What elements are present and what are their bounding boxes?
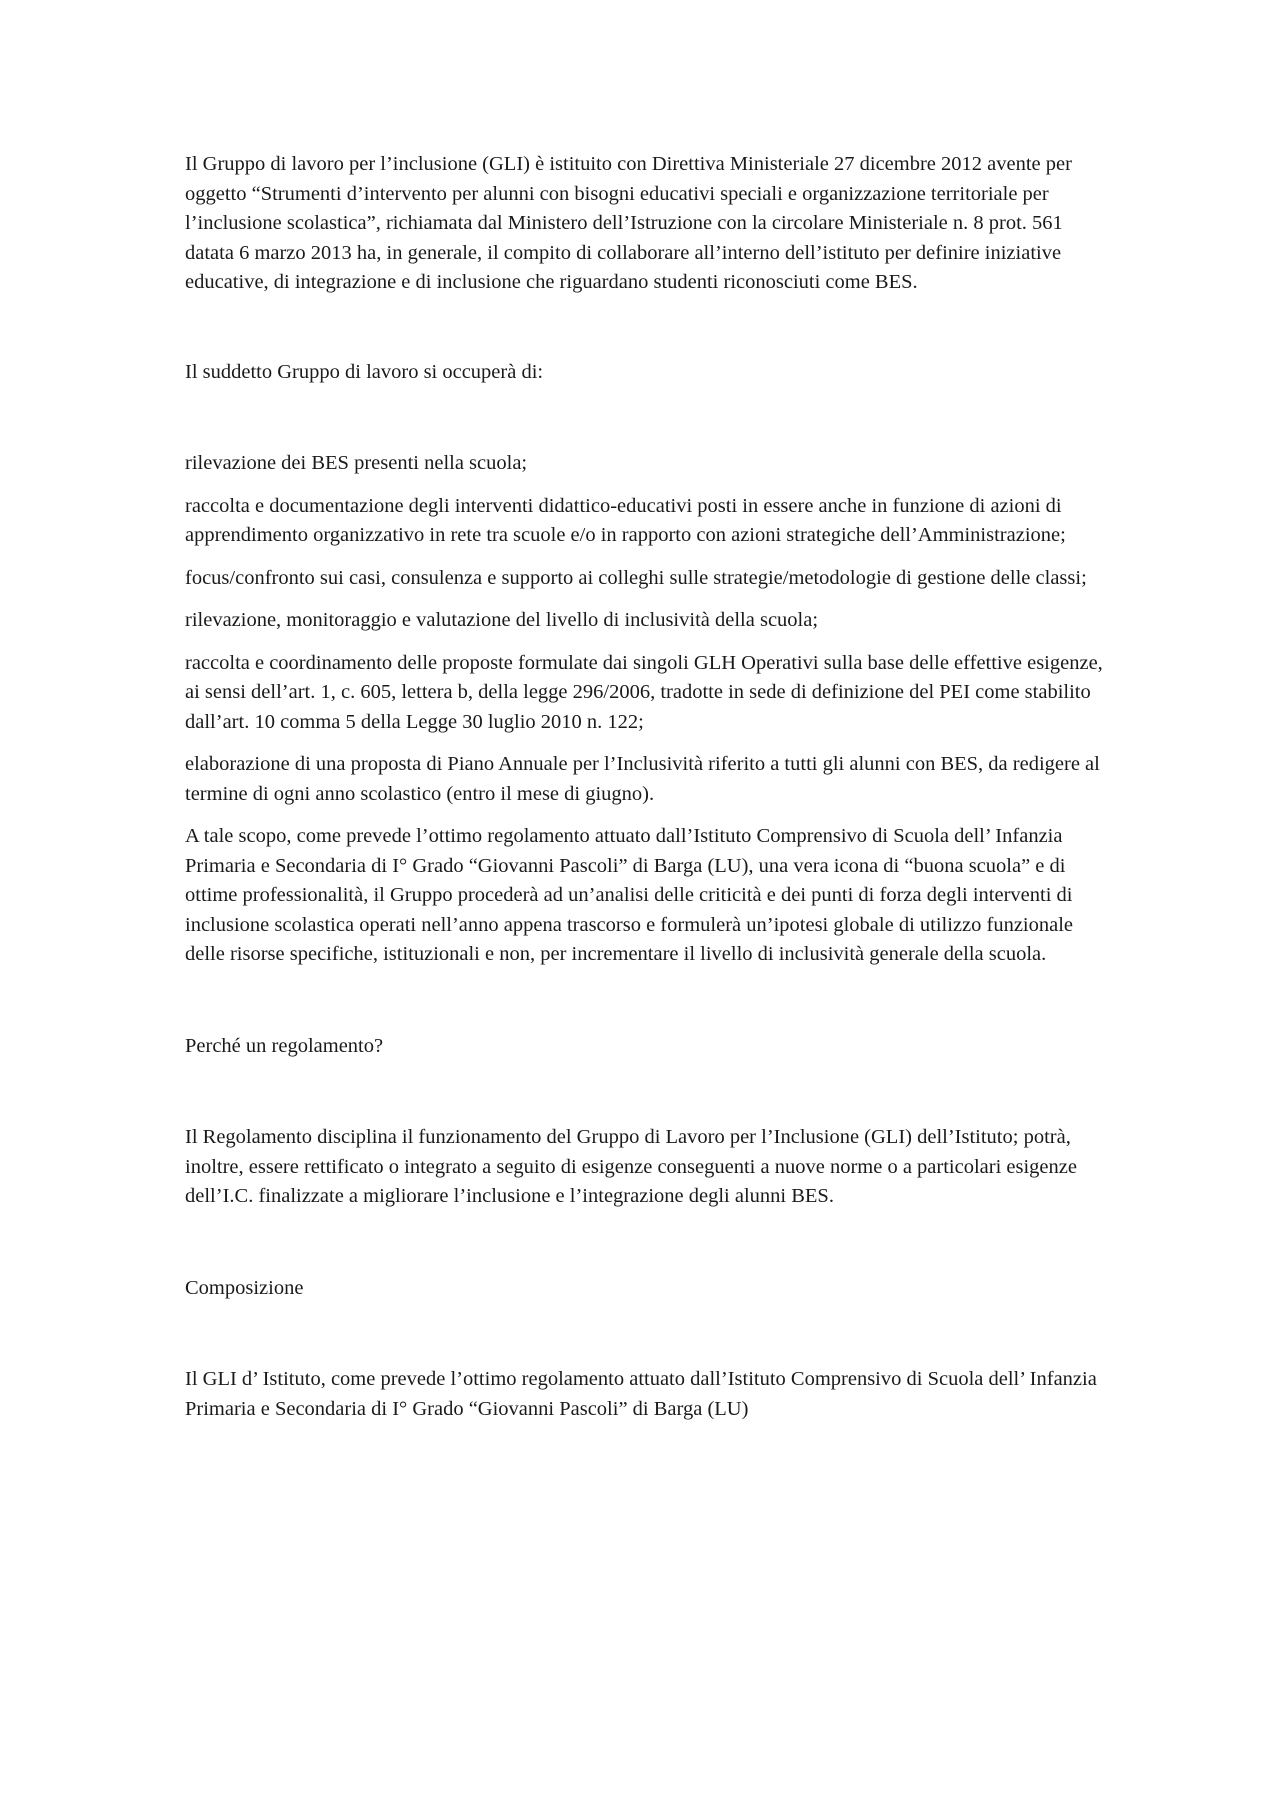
task-item: elaborazione di una proposta di Piano Annuale per l’Inclusività riferito a tutti gli alunni con BES, da redigere al termine di ogni anno scolastico (entro il mese di giugno). — [185, 753, 1100, 805]
composizione-paragraph: Il GLI d’ Istituto, come prevede l’ottimo regolamento attuato dall’Istituto Comprensivo di Scuola dell’ Infanzia Primaria e Secondaria di I° Grado “Giovanni Pascoli” di Barga (LU) — [185, 1368, 1097, 1420]
regolamento-paragraph: Il Regolamento disciplina il funzionamento del Gruppo di Lavoro per l’Inclusione (GLI) dell’Istituto; potrà, inoltre, essere rettificato o integrato a seguito di esigenze conseguenti a nuove norme o a particolari esigenze dell’I.C. finalizzate a migliorare l’inclusione e l’integrazione degli alunni BES. — [185, 1126, 1077, 1207]
heading-regolamento: Perché un regolamento? — [185, 1034, 384, 1057]
task-item: rilevazione dei BES presenti nella scuola; — [185, 452, 528, 474]
tasks-lead: Il suddetto Gruppo di lavoro si occuperà di: — [185, 360, 544, 383]
task-item: focus/confronto sui casi, consulenza e supporto ai colleghi sulle strategie/metodologie di gestione delle classi; — [185, 566, 1087, 589]
intro-paragraph: Il Gruppo di lavoro per l’inclusione (GLI) è istituito con Direttiva Ministeriale 27 dicembre 2012 avente per oggetto “Strumenti d’intervento per alunni con bisogni educativi speciali e organizzazione territoriale per l’inclusione scolastica”, richiamata dal Ministero dell’Istruzione con la circolare Ministeriale n. 8 prot. 561 datata 6 marzo 2013 ha, in generale, il compito di collaborare all’interno dell’istituto per definire iniziative educative, di integrazione e di inclusione che riguardano studenti riconosciuti come BES. — [185, 153, 1072, 293]
heading-composizione: Composizione — [185, 1276, 304, 1299]
scope-paragraph: A tale scopo, come prevede l’ottimo regolamento attuato dall’Istituto Comprensivo di Scuola dell’ Infanzia Primaria e Secondaria di I° Grado “Giovanni Pascoli” di Barga (LU), una vera icona di “buona scuola” e di ottime professionalità, il Gruppo procederà ad un’analisi delle criticità e dei punti di forza degli interventi di inclusione scolastica operati nell’anno appena trascorso e formulerà un’ipotesi globale di utilizzo funzionale delle risorse specifiche, istituzionali e non, per incrementare il livello di inclusività generale della scuola. — [185, 825, 1074, 965]
document-body — [185, 150, 1105, 1424]
task-item: raccolta e coordinamento delle proposte formulate dai singoli GLH Operativi sulla base delle effettive esigenze, ai sensi dell’art. 1, c. 605, lettera b, della legge 296/2006, tradotte in sede di definizione del PEI come stabilito dall’art. 10 comma 5 della Legge 30 luglio 2010 n. 122; — [185, 651, 1103, 733]
task-item: rilevazione, monitoraggio e valutazione del livello di inclusività della scuola; — [185, 609, 819, 631]
task-item: raccolta e documentazione degli interventi didattico-educativi posti in essere anche in funzione di azioni di apprendimento organizzativo in rete tra scuole e/o in rapporto con azioni strategiche dell’Amministrazione; — [185, 494, 1066, 546]
